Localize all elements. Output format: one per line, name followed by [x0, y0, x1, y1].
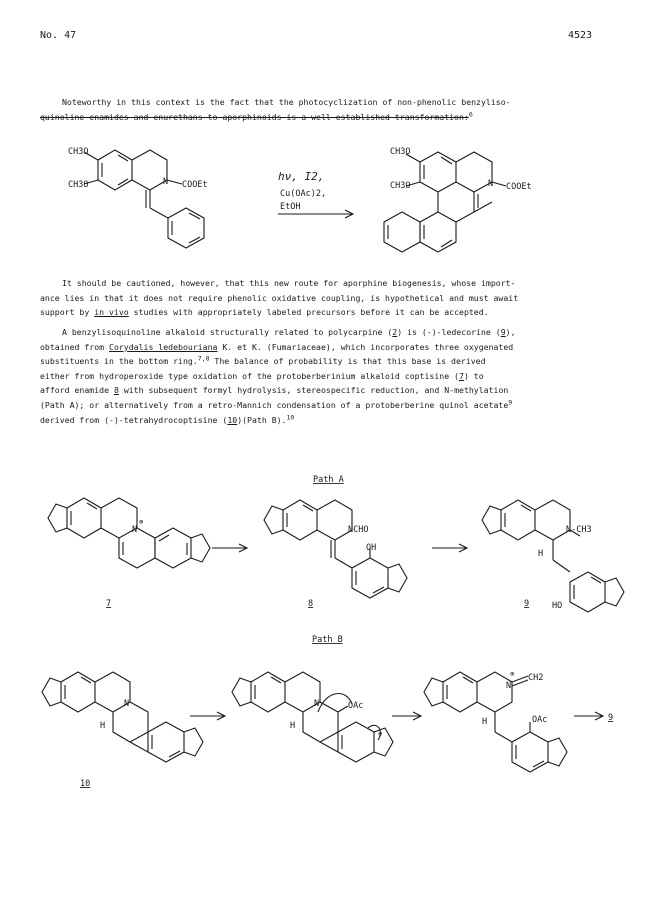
c10-h: H: [100, 721, 106, 731]
qa-h: H: [290, 721, 296, 731]
para2-line3a: support by: [40, 307, 95, 318]
p1-n-atom: N: [488, 179, 494, 189]
scheme1-starting-material: [84, 150, 204, 248]
compound-7-structure: [48, 498, 210, 568]
im-n: N: [506, 681, 512, 691]
para2-line1: It should be cautioned, however, that this new route for aporphine biogenesis, whose import-: [62, 278, 516, 288]
para3-g2: )(Path B).: [237, 414, 287, 425]
label-7: 7: [106, 599, 112, 609]
compound-8-structure: [264, 500, 407, 598]
ref-6: 6: [468, 109, 473, 118]
label-10: 10: [80, 779, 91, 789]
para3-a2: ) is (-)-ledecorine (: [397, 327, 501, 337]
ref-9: 9: [508, 398, 513, 407]
qa-n: N: [314, 699, 320, 709]
cmpd-ref-8: 8: [113, 385, 119, 396]
im-plus: ⊕: [510, 670, 515, 678]
para3-d2: ) to: [463, 370, 484, 381]
scheme1-product: [384, 152, 506, 252]
ref-10: 10: [286, 412, 295, 421]
s1-n-atom: N: [163, 177, 169, 187]
para3-g1: derived from (-)-tetrahydrocoptisine (: [40, 414, 228, 425]
cmpd-ref-9: 9: [500, 327, 506, 337]
compound-9-structure: [482, 500, 624, 612]
journal-number: No. 47: [40, 30, 77, 41]
c7-plus-sign: ⊕: [139, 518, 144, 526]
in-vivo: in vivo: [94, 307, 129, 318]
reagent-hv: hν, I2,: [278, 170, 325, 183]
c9-ho: HO: [552, 601, 563, 611]
para3-e1: afford enamide: [40, 385, 114, 396]
c7-nplus: N: [132, 525, 138, 535]
ref-7-8: 7,8: [197, 354, 210, 363]
path-b-title: Path B: [312, 635, 343, 645]
path-a-title: Path A: [313, 475, 344, 485]
para3-f1: (Path A); or alternatively from a retro-Mannich condensation of a protoberberine quinol acetate: [40, 399, 509, 410]
s1-coooet: COOEt: [182, 180, 208, 190]
para2-line3c: studies with appropriately labeled precursors before it can be accepted.: [128, 307, 489, 318]
para3-b3: K. et K. (Fumariaceae), which incorporates three oxygenated: [217, 341, 514, 352]
im-ch2: CH2: [528, 673, 544, 683]
label-9: 9: [524, 599, 530, 609]
para1-line1: Noteworthy in this context is the fact that the photocyclization of non-phenolic benzyliso-: [62, 97, 511, 107]
para3-d1: either from hydroperoxide type oxidation of the protoberberinium alkaloid coptisine (: [40, 370, 459, 381]
c10-n: N: [124, 699, 130, 709]
c9-h: H: [538, 549, 544, 559]
p1-methoxy-bottom: CH3O: [390, 181, 411, 191]
para3-c2: The balance of probability is that this base is derived: [209, 356, 486, 367]
para1-line2: quinoline enamides and enurethans to aporphinoids is a well established transformation:: [40, 111, 469, 122]
reagent-cu: Cu(OAc)2,: [280, 189, 327, 199]
qa-plus: ⊕: [378, 730, 383, 738]
para2-line2: ance lies in that it does not require phenolic oxidative coupling, is hypothetical and must await: [40, 292, 519, 303]
c9-nch3: N-CH3: [566, 525, 592, 535]
c8-oh: OH: [366, 543, 377, 553]
s1-methoxy-top: CH3O: [68, 147, 89, 157]
im-oac: OAc: [532, 715, 548, 725]
s1-methoxy-bottom: CH3O: [68, 180, 89, 190]
compound-10-structure: [42, 672, 203, 762]
species-name: Corydalis ledebouriana: [109, 341, 218, 352]
reagent-etoh: EtOH: [280, 202, 301, 212]
para3-b1: obtained from: [40, 341, 110, 352]
cmpd-ref-10: 10: [227, 414, 238, 425]
para3-a1: A benzylisoquinoline alkaloid structurally related to polycarpine (: [62, 327, 393, 337]
para3-c1: substituents in the bottom ring.: [40, 356, 198, 367]
qa-oac: OAc: [348, 701, 364, 711]
para3-a3: ),: [505, 327, 516, 337]
c8-ncho: NCHO: [348, 525, 369, 535]
p1-coooet: COOEt: [506, 182, 532, 192]
p1-methoxy-top: CH3O: [390, 147, 411, 157]
cmpd-ref-2: 2: [392, 327, 398, 337]
cmpd-ref-7: 7: [459, 370, 464, 381]
page-number: 4523: [568, 30, 593, 41]
para3-e2: with subsequent formyl hydrolysis, stereospecific reduction, and N-methylation: [118, 385, 509, 396]
final-label-9: 9: [608, 713, 614, 723]
label-8: 8: [308, 599, 314, 609]
im-h: H: [482, 717, 488, 727]
quinol-acetate-structure: [232, 672, 393, 762]
